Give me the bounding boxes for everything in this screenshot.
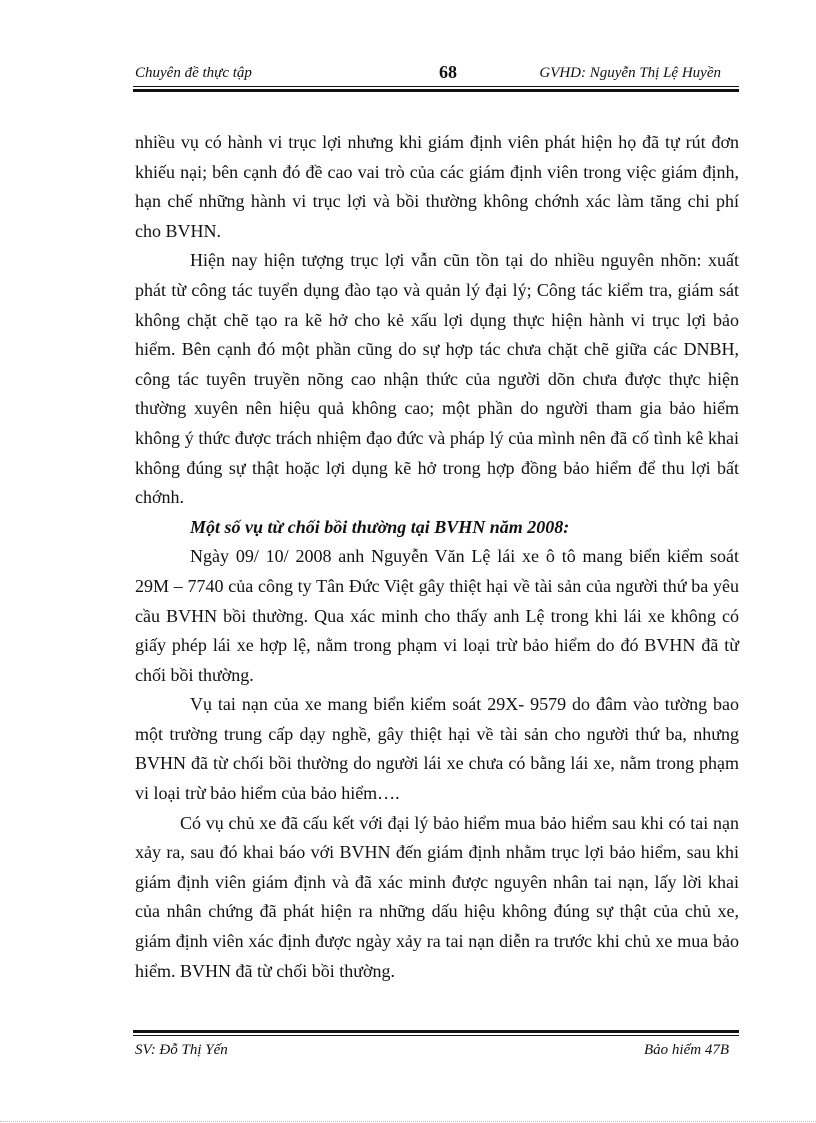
page-header xyxy=(133,62,739,86)
page-number: 68 xyxy=(439,62,457,82)
header-title: Chuyên đề thực tập xyxy=(135,65,252,81)
paragraph-5: Có vụ chủ xe đã cấu kết với đại lý bảo hiểm mua bảo hiểm sau khi có tai nạn xảy ra, sau đó khai báo với BVHN đến giám định nhằm trục lợi bảo hiểm, sau khi giám định viên giám định và đã xác minh được nguyên nhân tai nạn, lấy lời khai của nhân chứng đã phát hiện ra những dấu hiệu không đúng sự thật của chủ xe, giám định viên xác định được ngày xảy ra tai nạn diễn ra trước khi chủ xe mua bảo hiểm. BVHN đã từ chối bồi thường. xyxy=(135,812,739,981)
paragraph-3: Ngày 09/ 10/ 2008 anh Nguyễn Văn Lệ lái xe ô tô mang biển kiểm soát 29M – 7740 của công ty Tân Đức Việt gây thiệt hại về tài sản của người thứ ba yêu cầu BVHN bồi thường. Qua xác minh cho thấy anh Lệ trong khi lái xe không có giấy phép lái xe hợp lệ, nằm trong phạm vi loại trừ bảo hiểm do đó BVHN đã từ chối bồi thường. xyxy=(135,546,739,685)
paragraph-4: Vụ tai nạn của xe mang biển kiểm soát 29X- 9579 do đâm vào tường bao một trường trung cấp dạy nghề, gây thiệt hại về tài sản cho người thứ ba, nhưng BVHN đã từ chối bồi thường do người lái xe chưa có bằng lái xe, nằm trong phạm vi loại trừ bảo hiểm của bảo hiểm…. xyxy=(135,694,739,804)
page-footer xyxy=(133,1040,739,1064)
footer-student: SV: Đỗ Thị Yến xyxy=(135,1042,228,1058)
paragraph-2: Hiện nay hiện tượng trục lợi vẫn cũn tồn tại do nhiều nguyên nhõn: xuất phát từ công tác tuyển dụng đào tạo và quản lý đại lý; Công tác kiểm tra, giám sát không chặt chẽ tạo ra kẽ hở cho kẻ xấu lợi dụng thực hiện hành vi trục lợi bảo hiểm. Bên cạnh đó một phần cũng do sự hợp tác chưa chặt chẽ giữa các DNBH, công tác tuyên truyền nõng cao nhận thức của người dõn chưa được thực hiện thường xuyên nên hiệu quả không cao; một phần do người tham gia bảo hiểm không ý thức được trách nhiệm đạo đức và pháp lý của mình nên đã cố tình kê khai không đúng sự thật hoặc lợi dụng kẽ hở trong hợp đồng bảo hiểm để thu lợi bất chớnh. xyxy=(135,250,739,508)
document-body xyxy=(135,128,739,986)
paragraph-1: nhiều vụ có hành vi trục lợi nhưng khi giám định viên phát hiện họ đã tự rút đơn khiếu nại; bên cạnh đó đề cao vai trò của các giám định viên trong việc giám định, hạn chế những hành vi trục lợi và bồi thường không chớnh xác làm tăng chi phí cho BVHN. xyxy=(135,132,739,241)
footer-rule-thin xyxy=(133,1035,739,1036)
page-edge-divider xyxy=(0,1121,816,1122)
section-heading: Một số vụ từ chối bồi thường tại BVHN năm 2008: xyxy=(190,516,570,537)
header-rule-thick xyxy=(133,89,739,92)
header-rule-thin xyxy=(133,86,739,87)
footer-class: Bảo hiểm 47B xyxy=(644,1042,729,1058)
header-supervisor: GVHD: Nguyễn Thị Lệ Huyền xyxy=(539,65,721,81)
footer-rule-thick xyxy=(133,1030,739,1033)
